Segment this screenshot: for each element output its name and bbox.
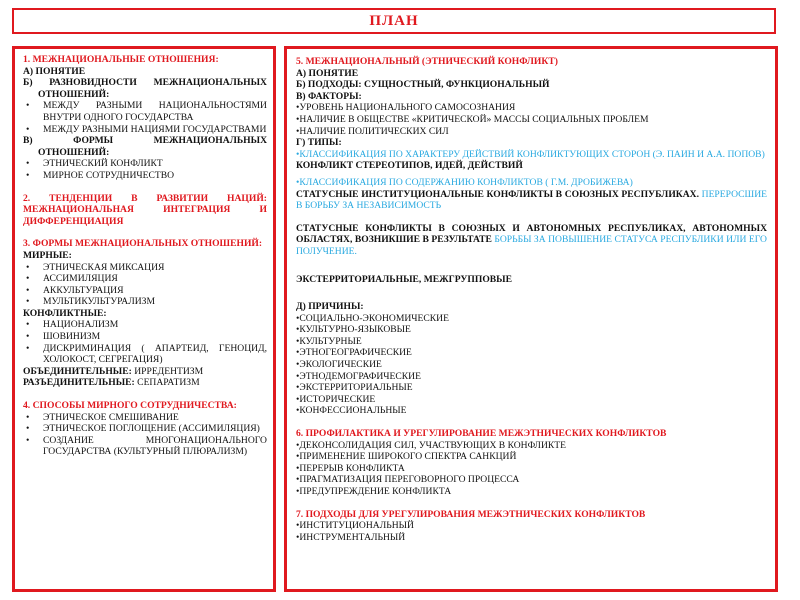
list-item: • АССИМИЛЯЦИЯ [23,273,267,285]
title-box [12,8,776,34]
types-classification-1-result: КОНФЛИКТ СТЕРЕОТИПОВ, ИДЕЙ, ДЕЙСТВИЙ [296,160,523,172]
list-item: • ЭКСТЕРРИТОРИАЛЬНЫЕ [296,382,767,394]
section-5-heading: 5. МЕЖНАЦИОНАЛЬНЫЙ (ЭТНИЧЕСКИЙ КОНФЛИКТ) [296,56,558,67]
list-item: • ДЕКОНСОЛИДАЦИЯ СИЛ, УЧАСТВУЮЩИХ В КОНФЛИКТЕ [296,440,767,452]
list-item: • МУЛЬТИКУЛЬТУРАЛИЗМ [23,296,267,308]
section-5-b: Б) ПОДХОДЫ: СУЩНОСТНЫЙ, ФУНКЦИОНАЛЬНЫЙ [296,79,550,91]
status-conflict-2-highlight: БОРЬБЫ ЗА ПОВЫШЕНИЕ СТАТУСА РЕСПУБЛИКИ ИЛИ ЕГО ПОЛУЧЕНИЕ. [296,234,767,257]
section-5-c: В) ФАКТОРЫ: [296,90,362,102]
section-3-dividing [23,377,267,389]
list-item: • ПРАГМАТИЗАЦИЯ ПЕРЕГОВОРНОГО ПРОЦЕССА [296,474,767,486]
section-3-peaceful-list [23,262,267,308]
section-1-b-line1: Б) РАЗНОВИДНОСТИ МЕЖНАЦИОНАЛЬНЫХ [23,77,267,89]
list-item-text: МЕЖДУ РАЗНЫМИ НАЦИЯМИ ГОСУДАРСТВАМИ [43,123,267,135]
section-5-a: А) ПОНЯТИЕ [296,67,359,79]
list-item: • ЭТНИЧЕСКАЯ МИКСАЦИЯ [23,262,267,274]
section-1-a: А) ПОНЯТИЕ [23,65,86,77]
section-5-d: Г) ТИПЫ: [296,137,342,149]
section-4-heading: 4. СПОСОБЫ МИРНОГО СОТРУДНИЧЕСТВА: [23,400,237,412]
left-panel [12,46,276,592]
list-item: • КУЛЬТУРНЫЕ [296,336,767,348]
unifying-value: ИРРЕДЕНТИЗМ [134,365,204,377]
list-item: • НАЦИОНАЛИЗМ [23,319,267,331]
status-conflict-1-highlight: ПЕРЕРОСШИЕ В БОРЬБУ ЗА НЕЗАВИСИМОСТЬ [296,188,767,212]
list-item: • ШОВИНИЗМ [23,331,267,343]
list-item: • МЕЖДУ РАЗНЫМИ НАЦИОНАЛЬНОСТЯМИ ВНУТРИ ОДНОГО ГОСУДАРСТВА [23,100,267,123]
section-1-b-line2: ОТНОШЕНИЙ: [38,88,110,100]
factors-list [296,102,767,137]
section-3-unifying [23,366,267,378]
list-item: • СОЦИАЛЬНО-ЭКОНОМИЧЕСКИЕ [296,313,767,325]
section-3-conflict-list [23,319,267,365]
list-item: • ЭТНОДЕМОГРАФИЧЕСКИЕ [296,371,767,383]
section-1-b-list [23,100,267,135]
list-item: • ЭТНОГЕОГРАФИЧЕСКИЕ [296,347,767,359]
section-7-list [296,520,767,543]
list-item: • СОЗДАНИЕ МНОГОНАЦИОНАЛЬНОГО ГОСУДАРСТВА (КУЛЬТУРНЫЙ ПЛЮРАЛИЗМ) [23,435,267,458]
status-conflict-1-text: СТАТУСНЫЕ ИНСТИТУЦИОНАЛЬНЫЕ КОНФЛИКТЫ В СОЮЗНЫХ РЕСПУБЛИКАХ. [296,188,700,200]
list-item: • ПРИМЕНЕНИЕ ШИРОКОГО СПЕКТРА САНКЦИЙ [296,451,767,463]
section-1-c-list [23,158,267,181]
list-item: • АККУЛЬТУРАЦИЯ [23,285,267,297]
list-item: • ИНСТИТУЦИОНАЛЬНЫЙ [296,520,767,532]
section-3-heading: 3. ФОРМЫ МЕЖНАЦИОНАЛЬНЫХ ОТНОШЕНИЙ: [23,238,263,250]
list-item: • МИРНОЕ СОТРУДНИЧЕСТВО [23,170,267,182]
unifying-label: ОБЪЕДИНИТЕЛЬНЫЕ: [23,365,132,377]
types-classification-2: •КЛАССИФИКАЦИЯ ПО СОДЕРЖАНИЮ КОНФЛИКТОВ ( Г.М. ДРОБИЖЕВА) [296,176,633,188]
list-item: • ЭТНИЧЕСКИЙ КОНФЛИКТ [23,158,267,170]
section-2-text: 2. ТЕНДЕНЦИИ В РАЗВИТИИ НАЦИЙ: МЕЖНАЦИОНАЛЬНАЯ ИНТЕГРАЦИЯ И ДИФФЕРЕНЦИАЦИЯ [23,192,267,227]
status-conflict-2-text: СТАТУСНЫЕ КОНФЛИКТЫ В СОЮЗНЫХ И АВТОНОМНЫХ РЕСПУБЛИКАХ, АВТОНОМНЫХ ОБЛАСТЯХ, ВОЗНИКШИЕ В РЕЗУЛЬТАТЕ [296,222,767,246]
section-6-list [296,440,767,498]
list-item: • ЭТНИЧЕСКОЕ ПОГЛОЩЕНИЕ (АССИМИЛЯЦИЯ) [23,423,267,435]
status-conflict-1 [296,189,767,212]
section-3-peaceful-label: МИРНЫЕ: [23,249,72,261]
section-1-c-line1: В) ФОРМЫ МЕЖНАЦИОНАЛЬНЫХ [23,135,267,147]
list-item: • ЭКОЛОГИЧЕСКИЕ [296,359,767,371]
extraterritorial-types: ЭКСТЕРРИТОРИАЛЬНЫЕ, МЕЖГРУППОВЫЕ [296,273,512,285]
list-item: • ЭТНИЧЕСКОЕ СМЕШИВАНИЕ [23,412,267,424]
section-5-e: Д) ПРИЧИНЫ: [296,301,364,313]
types-classification-1: •КЛАССИФИКАЦИЯ ПО ХАРАКТЕРУ ДЕЙСТВИЙ КОНФЛИКТУЮЩИХ СТОРОН (Э. ПАИН И А.А. ПОПОВ) [296,148,765,160]
list-item: • КУЛЬТУРНО-ЯЗЫКОВЫЕ [296,324,767,336]
section-1-c-line2: ОТНОШЕНИЙ: [38,146,110,158]
list-item [23,124,267,136]
dividing-label: РАЗЪЕДИНИТЕЛЬНЫЕ: [23,377,135,389]
list-item: • ИСТОРИЧЕСКИЕ [296,394,767,406]
status-conflict-2 [296,223,767,258]
list-item: • ИНСТРУМЕНТАЛЬНЫЙ [296,532,767,544]
section-3-conflict-label: КОНФЛИКТНЫЕ: [23,307,107,319]
list-item: • КОНФЕССИОНАЛЬНЫЕ [296,405,767,417]
section-4-list [23,412,267,458]
causes-list [296,313,767,417]
list-item: • НАЛИЧИЕ В ОБЩЕСТВЕ «КРИТИЧЕСКОЙ» МАССЫ СОЦИАЛЬНЫХ ПРОБЛЕМ [296,114,767,126]
section-7-heading: 7. ПОДХОДЫ ДЛЯ УРЕГУЛИРОВАНИЯ МЕЖЭТНИЧЕСКИХ КОНФЛИКТОВ [296,508,646,520]
section-6-heading: 6. ПРОФИЛАКТИКА И УРЕГУЛИРОВАНИЕ МЕЖЭТНИЧЕСКИХ КОНФЛИКТОВ [296,428,667,440]
list-item: • ДИСКРИМИНАЦИЯ ( АПАРТЕИД, ГЕНОЦИД, ХОЛОКОСТ, СЕГРЕГАЦИЯ) [23,343,267,366]
list-item: • НАЛИЧИЕ ПОЛИТИЧЕСКИХ СИЛ [296,126,767,138]
right-panel [284,46,778,592]
list-item: • УРОВЕНЬ НАЦИОНАЛЬНОГО САМОСОЗНАНИЯ [296,102,767,114]
dividing-value: СЕПАРАТИЗМ [137,377,200,389]
list-item: • ПЕРЕРЫВ КОНФЛИКТА [296,463,767,475]
section-1-heading: 1. МЕЖНАЦИОНАЛЬНЫЕ ОТНОШЕНИЯ: [23,54,219,65]
list-item: • ПРЕДУПРЕЖДЕНИЕ КОНФЛИКТА [296,486,767,498]
page-title: ПЛАН [369,12,419,29]
